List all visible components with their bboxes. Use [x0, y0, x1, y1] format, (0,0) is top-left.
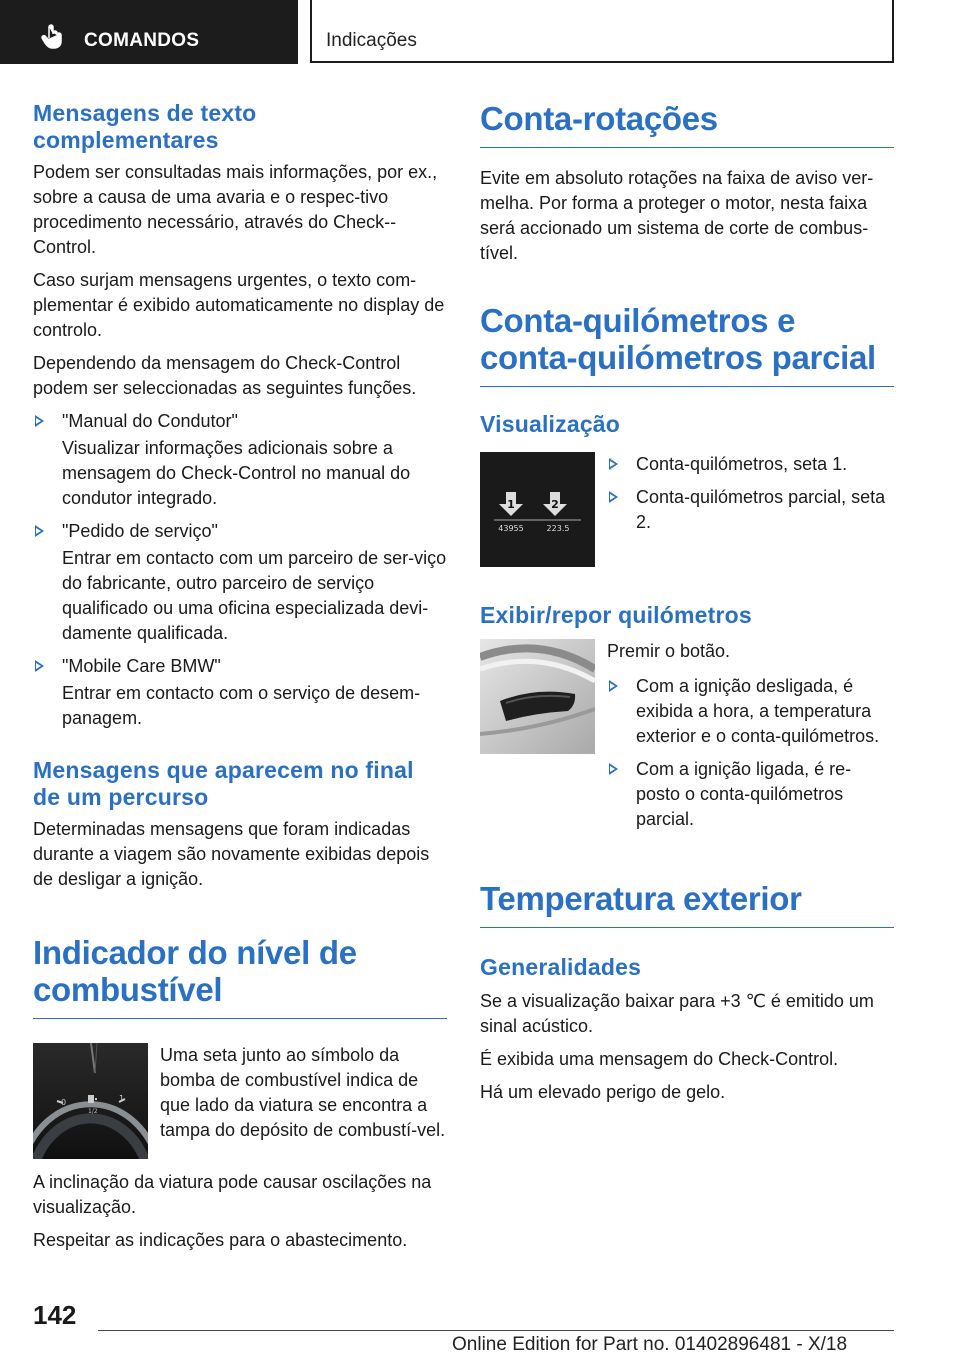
heading-fuel-gauge: Indicador do nível de combustível: [33, 934, 447, 1019]
paragraph: Evite em absoluto rotações na faixa de aviso ver‐melha. Por forma a proteger o motor, nesta faixa será accionado um sistema de corte de combus‐tível.: [480, 168, 874, 263]
fuel-pump-icon: [88, 1095, 94, 1103]
subheading-general: Generalidades: [480, 954, 642, 980]
hand-pointer-icon: [40, 24, 66, 50]
subheading-display: Visualização: [480, 411, 621, 437]
paragraph: Premir o botão.: [607, 641, 731, 661]
bullet-text: Conta-quilómetros parcial, seta 2.: [636, 487, 886, 532]
header-section-label: Indicações: [326, 30, 417, 51]
bullet-item: [33, 519, 447, 646]
odometer-illustration: [480, 452, 595, 567]
paragraph: Determinadas mensagens que foram indicadas durante a viagem são novamente exibidas depois de desligar a ignição.: [33, 819, 430, 889]
header-tab[interactable]: [0, 0, 298, 64]
bullet-triangle-icon: [35, 415, 44, 427]
left-column: [33, 100, 447, 1261]
arrow-1-label: 1: [507, 498, 515, 511]
paragraph: A inclinação da viatura pode causar oscilações na visualização.: [33, 1172, 432, 1217]
bullet-item: [607, 674, 894, 749]
bullet-triangle-icon: [609, 763, 618, 775]
footer-edition: Online Edition for Part no. 01402896481 - X/18: [452, 1334, 848, 1355]
section-title-end-of-trip: Mensagens que aparecem no final de um percurso: [33, 757, 414, 810]
header-tab-label: COMANDOS: [84, 30, 200, 51]
gauge-half-label: 1/2: [88, 1108, 98, 1115]
fuel-gauge-illustration: [33, 1043, 148, 1159]
bullet-item: [607, 452, 894, 477]
arrow-2-label: 2: [551, 498, 559, 511]
paragraph: Caso surjam mensagens urgentes, o texto com‐plementar é exibido automaticamente no display de controlo.: [33, 270, 445, 340]
odometer-row: [480, 452, 894, 572]
bullet-item: [607, 757, 894, 832]
bullet-item: [33, 409, 447, 511]
heading-odometer: Conta-quilómetros e conta-quilómetros parcial: [480, 302, 894, 387]
bullet-triangle-icon: [609, 680, 618, 692]
bullet-item: [33, 654, 447, 731]
subheading-show-reset: Exibir/repor quilómetros: [480, 602, 752, 628]
section-title-supplementary: Mensagens de texto complementares: [33, 100, 257, 153]
fuel-gauge-image: [33, 1043, 148, 1164]
paragraph: Respeitar as indicações para o abastecimento.: [33, 1230, 408, 1250]
odometer-bullets: [607, 452, 894, 572]
bullet-triangle-icon: [35, 525, 44, 537]
heading-tachometer: Conta-rotações: [480, 100, 894, 148]
bullet-title: "Mobile Care BMW": [62, 656, 221, 676]
paragraph: É exibida uma mensagem do Check-Control.: [480, 1049, 839, 1069]
paragraph: Há um elevado perigo de gelo.: [480, 1082, 726, 1102]
fuel-gauge-row: [33, 1043, 447, 1164]
gauge-full-label: 1: [119, 1094, 125, 1103]
footer-divider: [98, 1330, 894, 1331]
paragraph: Uma seta junto ao símbolo da bomba de combustível indica de que lado da viatura se encontra a tampa do depósito de combustí‐vel.: [160, 1045, 446, 1140]
odometer-trip: 223.5: [546, 524, 570, 533]
reset-button-image: [480, 639, 595, 840]
bullet-triangle-icon: [609, 458, 618, 470]
paragraph: Se a visualização baixar para +3 ℃ é emitido um sinal acústico.: [480, 991, 874, 1036]
reset-content: [607, 639, 894, 840]
bullet-title: "Manual do Condutor": [62, 411, 238, 431]
bullet-text: Entrar em contacto com um parceiro de ser‐viço do fabricante, outro parceiro de serviço qualificado ou uma oficina especializada devi‐damente qualificada.: [62, 548, 447, 643]
right-column: [480, 100, 894, 1113]
odometer-total: 43955: [498, 524, 524, 533]
paragraph: Dependendo da mensagem do Check-Control podem ser seleccionadas as seguintes funções.: [33, 353, 417, 398]
paragraph: Podem ser consultadas mais informações, por ex., sobre a causa de uma avaria e o respec‐tivo procedimento necessário, através do Check‐-Control.: [33, 162, 438, 257]
gauge-empty-label: 0: [61, 1098, 67, 1107]
header-section: [310, 0, 894, 63]
bullet-text: Com a ignição ligada, é re‐posto o conta-quilómetros parcial.: [636, 759, 852, 829]
bullet-text: Conta-quilómetros, seta 1.: [636, 454, 848, 474]
bullet-title: "Pedido de serviço": [62, 521, 218, 541]
bullet-triangle-icon: [35, 660, 44, 672]
bullet-triangle-icon: [609, 491, 618, 503]
bullet-text: Com a ignição desligada, é exibida a hora, a temperatura exterior e o conta-quilómetros.: [636, 676, 880, 746]
bullet-item: [607, 485, 894, 535]
reset-row: [480, 639, 894, 840]
bullet-text: Visualizar informações adicionais sobre a mensagem do Check-Control no manual do condutor integrado.: [62, 438, 411, 508]
heading-outside-temperature: Temperatura exterior: [480, 880, 894, 928]
reset-button-illustration: [480, 639, 595, 754]
odometer-image: [480, 452, 595, 572]
bullet-text: Entrar em contacto com o serviço de desem‐panagem.: [62, 683, 421, 728]
page-number: 142: [33, 1300, 77, 1330]
